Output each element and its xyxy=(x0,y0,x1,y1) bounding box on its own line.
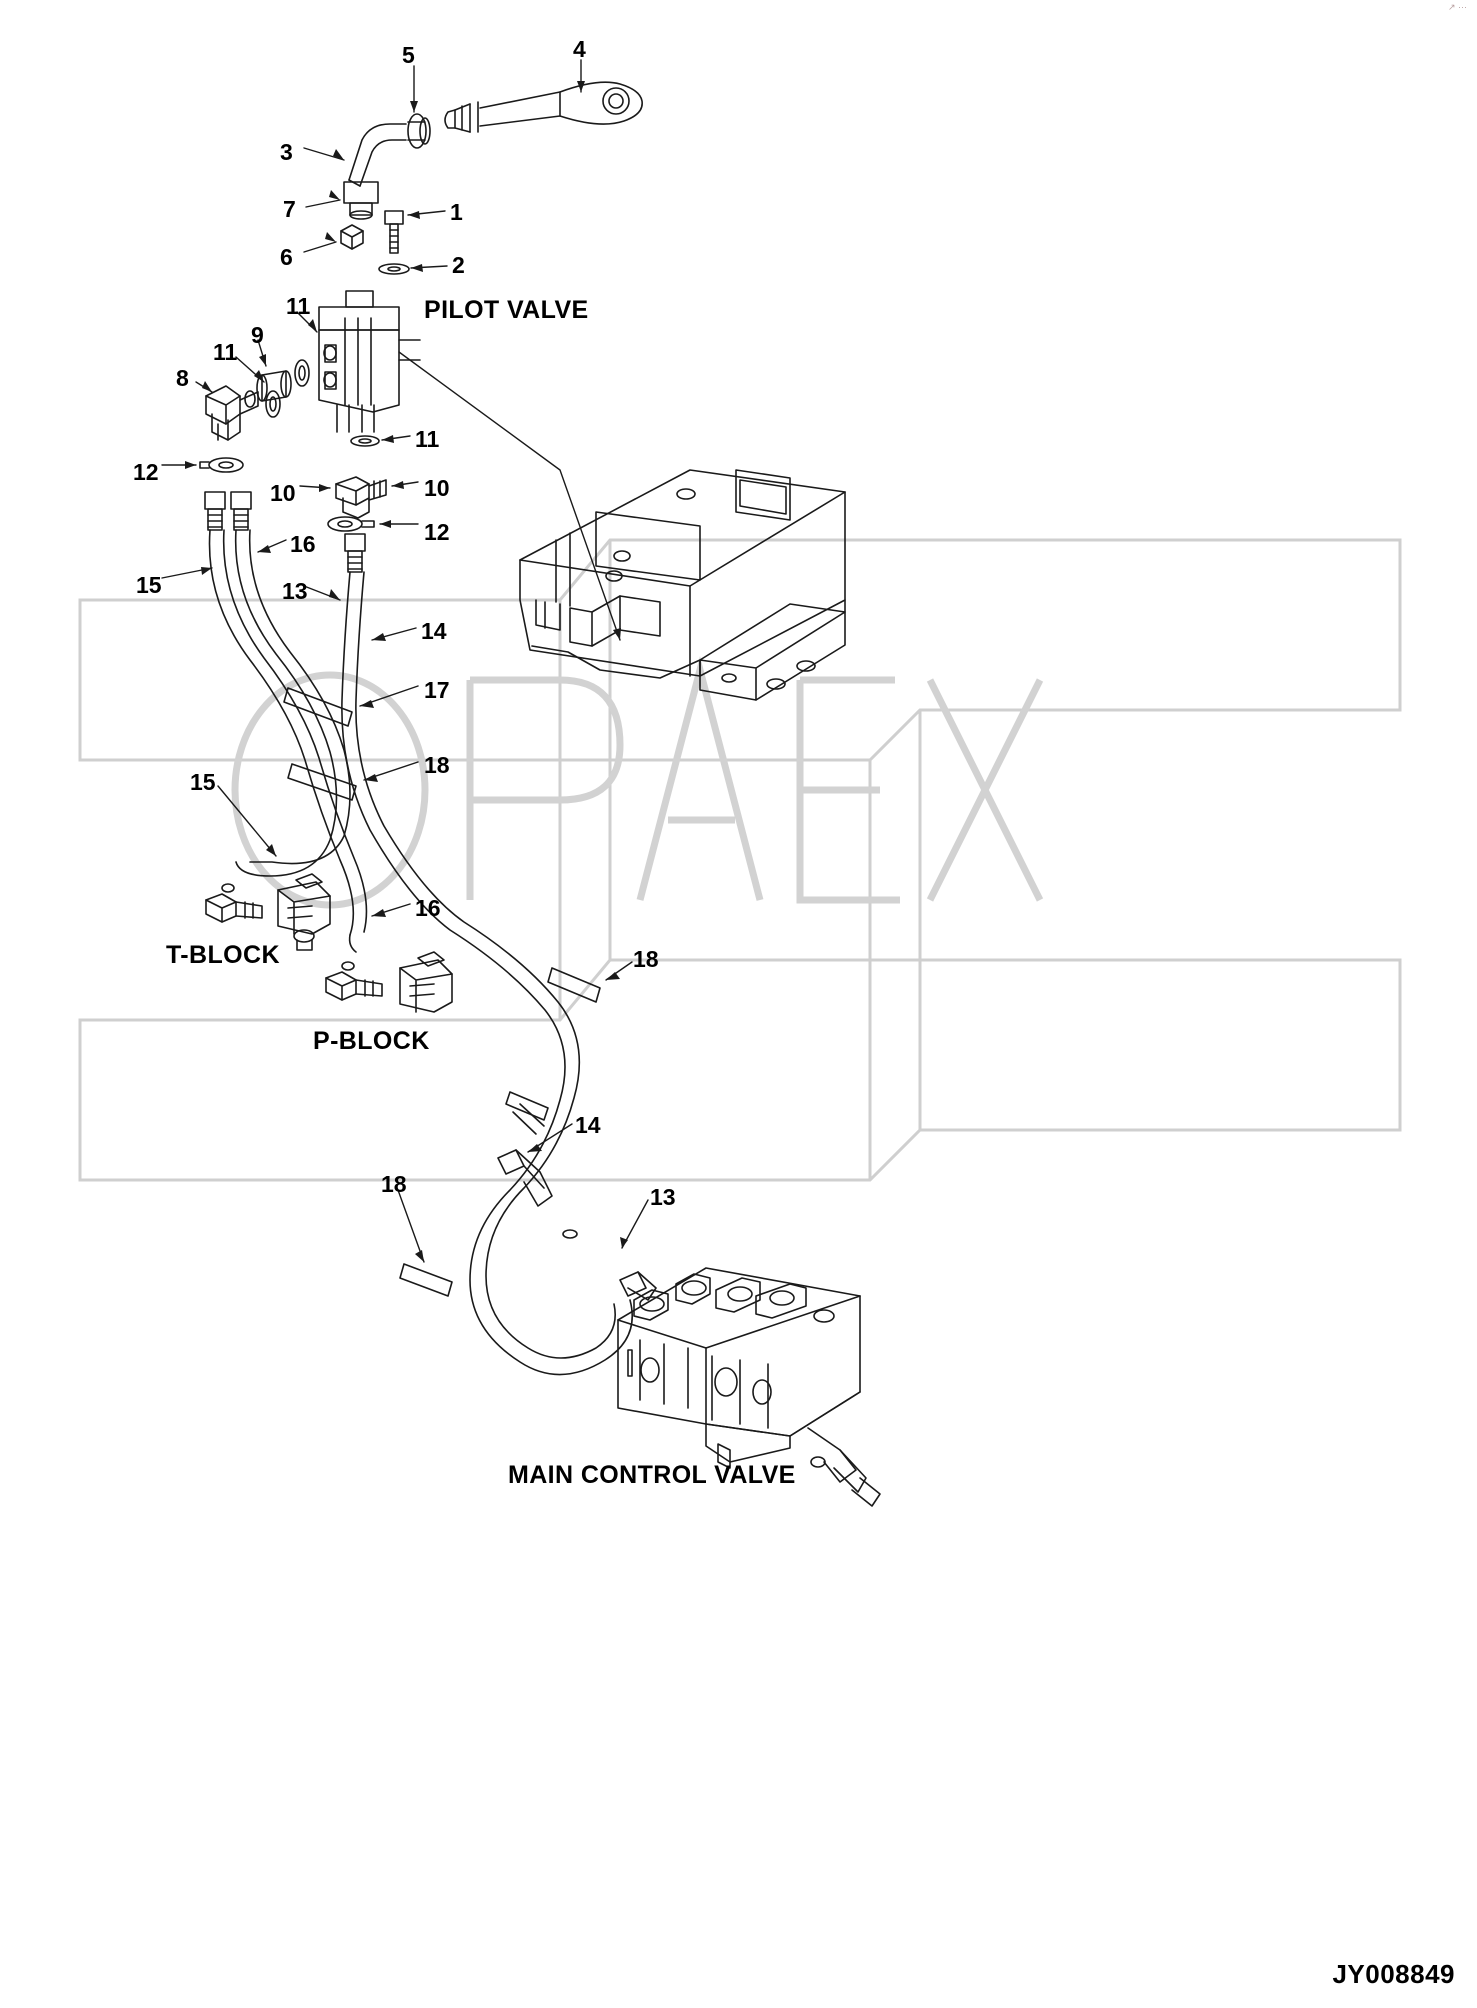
callout-number-13: 13 xyxy=(282,578,308,604)
group-label-t-block: T-BLOCK xyxy=(166,941,280,969)
drawing-number: JY008849 xyxy=(1332,1959,1455,1989)
callout-number-6: 6 xyxy=(280,244,293,270)
callout-number-2: 2 xyxy=(452,252,465,278)
callout-number-17: 17 xyxy=(424,677,450,703)
callout-number-18: 18 xyxy=(633,946,659,972)
callout-number-14: 14 xyxy=(575,1112,601,1138)
corner-mark-icon: ↗ ··· xyxy=(1447,2,1467,12)
group-label-pilot-valve: PILOT VALVE xyxy=(424,296,589,324)
callout-number-10: 10 xyxy=(424,475,450,501)
callout-number-11: 11 xyxy=(286,293,311,319)
callout-number-4: 4 xyxy=(573,36,586,62)
callout-number-5: 5 xyxy=(402,42,415,68)
callout-number-12: 12 xyxy=(424,519,450,545)
callout-number-12: 12 xyxy=(133,459,159,485)
callout-number-16: 16 xyxy=(415,895,441,921)
callout-number-15: 15 xyxy=(190,769,216,795)
callout-number-18: 18 xyxy=(381,1171,407,1197)
callout-number-7: 7 xyxy=(283,196,296,222)
callout-number-16: 16 xyxy=(290,531,316,557)
callout-number-11: 11 xyxy=(213,339,238,365)
callout-number-18: 18 xyxy=(424,752,450,778)
callout-number-8: 8 xyxy=(176,365,189,391)
callout-number-11: 11 xyxy=(415,426,440,452)
group-label-main-control-valve: MAIN CONTROL VALVE xyxy=(508,1461,796,1489)
callout-number-3: 3 xyxy=(280,139,293,165)
callout-number-1: 1 xyxy=(450,199,463,225)
group-label-p-block: P-BLOCK xyxy=(313,1027,430,1055)
callout-number-15: 15 xyxy=(136,572,162,598)
callout-number-14: 14 xyxy=(421,618,447,644)
callout-number-10: 10 xyxy=(270,480,296,506)
callout-number-13: 13 xyxy=(650,1184,676,1210)
callout-number-9: 9 xyxy=(251,322,264,348)
